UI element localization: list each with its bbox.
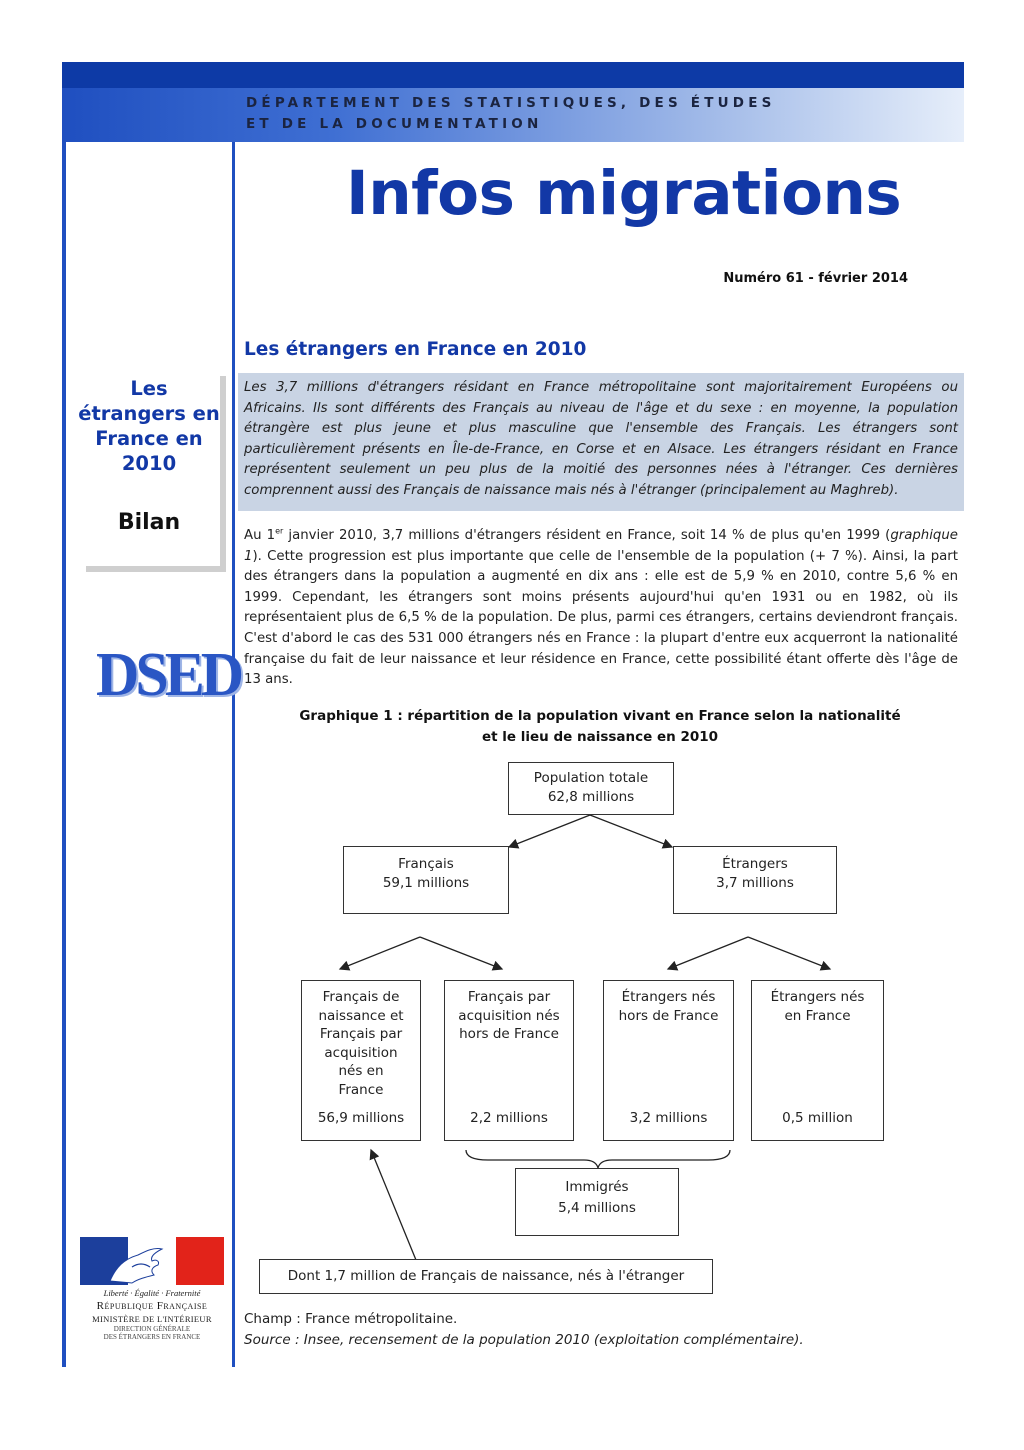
node-francais-par-acquisition	[444, 980, 574, 1141]
node-francais-nes-en-france	[301, 980, 421, 1141]
connector-etrangers-left	[668, 937, 748, 969]
connector-etrangers-right	[748, 937, 830, 969]
logo-motto: Liberté · Égalité · Fraternité	[103, 1288, 201, 1298]
body-text: Au 1	[244, 528, 276, 543]
body-superscript: er	[275, 526, 284, 536]
logo-direction-line-2: DES ÉTRANGERS EN FRANCE	[103, 1333, 201, 1341]
article-heading: Les étrangers en France en 2010	[244, 339, 587, 360]
node-label: Français par acquisition nés hors de France	[458, 989, 560, 1042]
node-etrangers	[673, 846, 837, 914]
connector-francais-right	[420, 937, 502, 969]
node-value: 0,5 million	[782, 1109, 853, 1126]
node-label: Population totale	[533, 770, 649, 786]
article-summary: Les 3,7 millions d'étrangers résidant en France métropolitaine sont majoritairement Européens ou Africains. Ils sont différents des Français au niveau de l'âge et du sexe : en moyenne, la population étrangère est plus jeune et plus masculine que l'ensemble des Français. Les étrangers sont particulièrement présents en Île-de-France, en Corse et en Alsace. Les étrangers résidant en France représentent seulement un peu plus de la moitié des personnes nées à l'étranger. Ces dernières comprennent aussi des Français de naissance mais nés à l'étranger (principalement au Maghreb).	[238, 373, 964, 511]
node-francais	[343, 846, 509, 914]
node-value: 2,2 millions	[470, 1109, 548, 1126]
sidebar-rule	[232, 142, 235, 1367]
node-value: 56,9 millions	[317, 1109, 405, 1126]
node-value: 59,1 millions	[382, 874, 470, 891]
node-value: 3,2 millions	[629, 1109, 708, 1126]
body-text: janvier 2010, 3,7 millions d'étrangers résident en France, soit 14 % de plus qu'en 1999 (	[283, 528, 891, 543]
sidebar-label: Bilan	[117, 510, 181, 535]
body-text: ). Cette progression est plus importante que celle de l'ensemble de la population (+ 7 %). Ainsi, la part des étrangers dans la population a augmenté en dix ans : elle est de 5,9 % en 2010, contre 5,6 % en 1999. Cependant, les étrangers sont moins présents aujourd'hui qu'en 1931 ou en 1982, où ils représentaient plus de 6,5 % de la population. De plus, parmi ces étrangers, certains deviendront français. C'est d'abord le cas des 531 000 étrangers nés en France : la plupart d'entre eux acquerront la nationalité française du fait de leur naissance et leur résidence en France, cette possibilité étant offerte dès l'âge de 13 ans.	[244, 548, 958, 688]
node-etrangers-nes-hors-de-france	[603, 980, 734, 1141]
logo-ministry: MINISTÈRE DE L'INTÉRIEUR	[92, 1314, 212, 1324]
header-top-bar	[62, 62, 964, 88]
diagram-title	[240, 706, 960, 748]
left-rule	[62, 142, 66, 1367]
node-label: Immigrés	[565, 1179, 629, 1195]
article-body	[244, 526, 958, 691]
diagram-scope: Champ : France métropolitaine.	[244, 1311, 458, 1327]
node-value: 62,8 millions	[547, 788, 635, 805]
logo-direction-line-1: DIRECTION GÉNÉRALE	[113, 1325, 191, 1333]
diagram-title-line-1: Graphique 1 : répartition de la population vivant en France selon la nationalité	[299, 708, 901, 724]
immigres-brace	[466, 1150, 730, 1168]
issue-number: Numéro 61 - février 2014	[723, 271, 908, 286]
node-value: 5,4 millions	[558, 1200, 636, 1216]
node-label: Étrangers	[722, 856, 788, 872]
node-value: 3,7 millions	[716, 874, 794, 891]
connector-total-etrangers	[590, 815, 672, 847]
sidebar-title: Les étrangers en France en 2010	[78, 377, 220, 475]
node-etrangers-nes-en-france	[751, 980, 884, 1141]
node-label: Français	[398, 856, 454, 872]
node-population-totale	[508, 762, 674, 815]
node-label: Étrangers nés en France	[770, 989, 865, 1024]
marianne-flag-icon	[80, 1237, 224, 1285]
chart-reference: graphique 1	[244, 528, 958, 564]
department-line-2: ET DE LA DOCUMENTATION	[246, 116, 543, 132]
connector-total-francais	[509, 815, 590, 847]
connector-francais-left	[340, 937, 420, 969]
logo-direction	[80, 1325, 224, 1341]
diagram-source: Source : Insee, recensement de la population 2010 (exploitation complémentaire).	[244, 1332, 804, 1348]
node-note-francais-nes-a-letranger	[259, 1259, 713, 1294]
marianne-profile-icon	[80, 1237, 224, 1285]
node-label: Étrangers nés hors de France	[618, 989, 719, 1024]
node-label: Dont 1,7 million de Français de naissance, nés à l'étranger	[287, 1268, 685, 1284]
department-line-1: DÉPARTEMENT DES STATISTIQUES, DES ÉTUDES	[246, 95, 776, 111]
republique-logo	[80, 1237, 224, 1341]
logo-republic: République Française	[96, 1300, 208, 1312]
publication-title: Infos migrations	[346, 158, 902, 229]
diagram-title-line-2: et le lieu de naissance en 2010	[481, 729, 719, 745]
connector-note	[371, 1150, 416, 1260]
node-label: Français de naissance et Français par acquisition nés en France	[318, 989, 404, 1098]
dsed-logo: DSED	[96, 639, 241, 709]
node-immigres	[515, 1168, 679, 1236]
